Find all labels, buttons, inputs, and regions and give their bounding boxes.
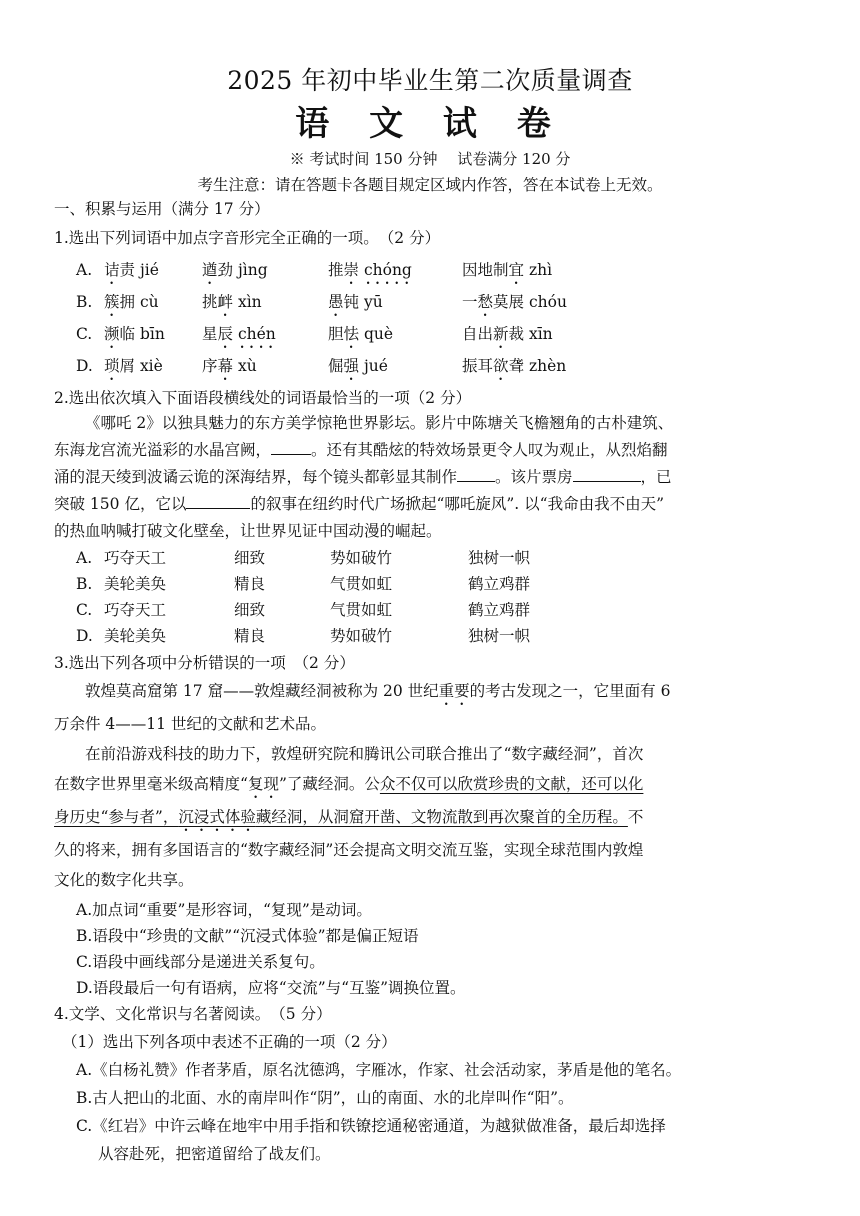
option-label: B. <box>76 293 93 311</box>
underlined-text: 身历史“参与者”， <box>54 808 179 826</box>
q4-option-b: B.古人把山的北面、水的南岸叫作“阴”，山的南面、水的北岸叫作“阳”。 <box>76 1089 574 1107</box>
section-heading: 一、积累与运用（满分 17 分） <box>54 200 270 218</box>
subject-title: 语 文 试 卷 <box>295 104 565 144</box>
passage-line: 突破 150 亿，它以 的叙事在纽约时代广场掀起“哪吒旋风”. 以“我命由我不由天” <box>54 495 665 513</box>
underlined-text: 藏经洞，从洞窟开凿、文物流散到再次聚首的全历程。 <box>255 808 628 826</box>
exam-notice: 考生注意：请在答题卡各题目规定区域内作答，答在本试卷上无效。 <box>197 176 663 194</box>
answer-blank <box>271 440 311 455</box>
question-2-stem: 2.选出依次填入下面语段横线处的词语最恰当的一项（2 分） <box>54 389 472 407</box>
passage-line: 身历史“参与者”，沉浸式体验藏经洞，从洞窟开凿、文物流散到再次聚首的全历程。不 <box>54 808 644 826</box>
option-word: 诘责 jié <box>104 261 159 279</box>
option-word: 琐屑 xiè <box>104 357 163 375</box>
option-word: 振耳欲聋 zhèn <box>462 357 567 375</box>
option-word: 自出新裁 xīn <box>462 325 553 343</box>
question-3-passage <box>54 676 806 895</box>
passage-line: 的热血呐喊打破文化壁垒，让世界见证中国动漫的崛起。 <box>54 522 442 540</box>
underlined-dotted-text: 沉浸式体验 <box>178 808 256 826</box>
option-word: 挑衅 xìn <box>202 293 262 311</box>
passage-line: 在数字世界里毫米级高精度“复现”了藏经洞。公众不仅可以欣赏珍贵的文献，还可以化 <box>54 775 644 793</box>
q3-option-c: C.语段中画线部分是递进关系复句。 <box>76 953 325 971</box>
exam-meta: ※ 考试时间 150 分钟 试卷满分 120 分 <box>289 150 571 168</box>
passage-line: 东海龙宫流光溢彩的水晶宫阙， 。还有其酷炫的特效场景更令人叹为观止，从烈焰翻 <box>54 441 668 459</box>
q3-option-b: B.语段中“珍贵的文献”“沉浸式体验”都是偏正短语 <box>76 927 419 945</box>
option-word: 星辰 chén <box>202 325 276 343</box>
question-4-stem: 4.文学、文化常识与名著阅读。 （5 分） <box>54 1005 332 1023</box>
question-2-passage <box>54 410 806 545</box>
question-4-sub1: （1）选出下列各项中表述不正确的一项（2 分） <box>62 1033 397 1051</box>
answer-blank <box>457 467 495 482</box>
dotted-word: 重要 <box>438 682 470 700</box>
answer-blank <box>573 467 641 482</box>
q4-option-c-cont: 从容赴死，把密道留给了战友们。 <box>98 1145 331 1163</box>
option-word: 序幕 xù <box>202 357 257 375</box>
q3-option-d: D.语段最后一句有语病，应将“交流”与“互鉴”调换位置。 <box>76 979 466 997</box>
underlined-text: 众不仅可以欣赏珍贵的文献，还可以化 <box>379 775 644 793</box>
passage-line: 文化的数字化共享。 <box>54 871 194 889</box>
option-word: 倔强 jué <box>328 357 388 375</box>
passage-line: 敦煌莫高窟第 17 窟——敦煌藏经洞被称为 20 世纪重要的考古发现之一，它里面有 6 <box>85 682 671 700</box>
passage-line: 久的将来，拥有多国语言的“数字藏经洞”还会提高文明交流互鉴，实现全球范围内敦煌 <box>54 841 644 859</box>
question-1-stem: 1.选出下列词语中加点字音形完全正确的一项。 （2 分） <box>54 229 441 247</box>
question-3-stem: 3.选出下列各项中分析错误的一项 （2 分） <box>54 654 355 672</box>
answer-blank <box>186 494 250 509</box>
dotted-word: 复现 <box>247 775 279 793</box>
passage-line: 涌的混天绫到波谲云诡的深海结界，每个镜头都彰显其制作 。该片票房 ，已 <box>54 468 672 486</box>
option-word: 遒劲 jìng <box>202 261 268 279</box>
exam-page: 2025 年初中毕业生第二次质量调查 语 文 试 卷 ※ 考试时间 150 分钟 试卷满分 120 分 考生注意：请在答题卡各题目规定区域内作答，答在本试卷上无效。 一、积累与运用（满分 17 分） 1.选出下列词语中加点字音形完全正确的一项。 （2 分） A. 诘责 jié 遒劲 jìng 推崇 chóng 因地制宜 zhì B. 簇拥 cù 挑衅 xìn 愚钝 yū 一愁莫展 chóu C. 濒临 bīn 星辰 chén 胆怯 què 自出新裁 xīn D. 琐屑 xiè 序幕 xù 倔强 jué 振耳欲聋 zhèn 2.选出依次填入下面语段横线处的词语最恰当的一项（2 分） 《哪吒 2》以独具魅力的东方美学惊艳世界影坛。影片中陈塘关飞檐翘角的古朴建筑、 东海龙宫流光溢彩的水晶宫阙， 。还有其酷炫的特效场景更令人叹为观止，从烈焰翻 涌的混天绫到波谲云诡的深海结界，每个镜头都彰显其制作 。该片票房 ，已 突破 150 亿，它以 的叙事在纽约时代广场掀起“哪吒旋风”. 以“我命由我不由天” 的热血呐喊打破文化壁垒，让世界见证中国动漫的崛起。 A. 巧夺天工 细致 势如破竹 独树一帜 B. 美轮美奂 精良 气贯如虹 鹤立鸡群 C. 巧夺天工 细致 气贯如虹 鹤立鸡群 D. 美轮美奂 精良 势如破竹 独树一帜 3.选出下列各项中分析错误的一项 （2 分） 敦煌莫高窟第 17 窟——敦煌藏经洞被称为 20 世纪重要的考古发现之一，它里面有 6 万余件 4——11 世纪的文献和艺术品。 在前沿游戏科技的助力下，敦煌研究院和腾讯公司联合推出了“数字藏经洞”，首次 在数字世界里毫米级高精度“复现”了藏经洞。公众不仅可以欣赏珍贵的文献，还可以化 身历史“参与者”，沉浸式体验藏经洞，从洞窟开凿、文物流散到再次聚首的全历程。不 久的将来，拥有多国语言的“数字藏经洞”还会提高文明交流互鉴，实现全球范围内敦煌 文化的数字化共享。 A.加点词“重要”是形容词，“复现”是动词。 B.语段中“珍贵的文献”“沉浸式体验”都是偏正短语 C.语段中画线部分是递进关系复句。 D.语段最后一句有语病，应将“交流”与“互鉴”调换位置。 4.文学、文化常识与名著阅读。 （5 分） （1）选出下列各项中表述不正确的一项（2 分） A.《白杨礼赞》作者茅盾，原名沈德鸿，字雁冰，作家、社会活动家，茅盾是他的笔名。 B.古人把山的北面、水的南岸叫作“阴”，山的南面、水的北岸叫作“阳”。 C.《红岩》中许云峰在地牢中用手指和铁镣挖通秘密通道，为越狱做准备，最后却选择 从容赴死，把密道留给了战友们。 <box>0 0 860 1216</box>
option-word: 濒临 bīn <box>104 325 165 343</box>
option-label: A. <box>76 261 93 279</box>
exam-title: 2025 年初中毕业生第二次质量调查 <box>227 66 633 95</box>
passage-line: 在前沿游戏科技的助力下，敦煌研究院和腾讯公司联合推出了“数字藏经洞”，首次 <box>85 745 644 763</box>
q4-option-a: A.《白杨礼赞》作者茅盾，原名沈德鸿，字雁冰，作家、社会活动家，茅盾是他的笔名。 <box>76 1061 682 1079</box>
option-word: 胆怯 què <box>328 325 394 343</box>
option-word: 愚钝 yū <box>328 293 383 311</box>
option-word: 推崇 chóng <box>328 261 412 279</box>
passage-line: 《哪吒 2》以独具魅力的东方美学惊艳世界影坛。影片中陈塘关飞檐翘角的古朴建筑、 <box>85 414 674 432</box>
passage-line: 万余件 4——11 世纪的文献和艺术品。 <box>54 715 326 733</box>
option-label: D. <box>76 357 93 375</box>
option-word: 一愁莫展 chóu <box>462 293 567 311</box>
option-word: 簇拥 cù <box>104 293 159 311</box>
q4-option-c: C.《红岩》中许云峰在地牢中用手指和铁镣挖通秘密通道，为越狱做准备，最后却选择 <box>76 1117 666 1135</box>
option-label: C. <box>76 325 93 343</box>
q3-option-a: A.加点词“重要”是形容词，“复现”是动词。 <box>76 901 372 919</box>
option-word: 因地制宜 zhì <box>462 261 553 279</box>
